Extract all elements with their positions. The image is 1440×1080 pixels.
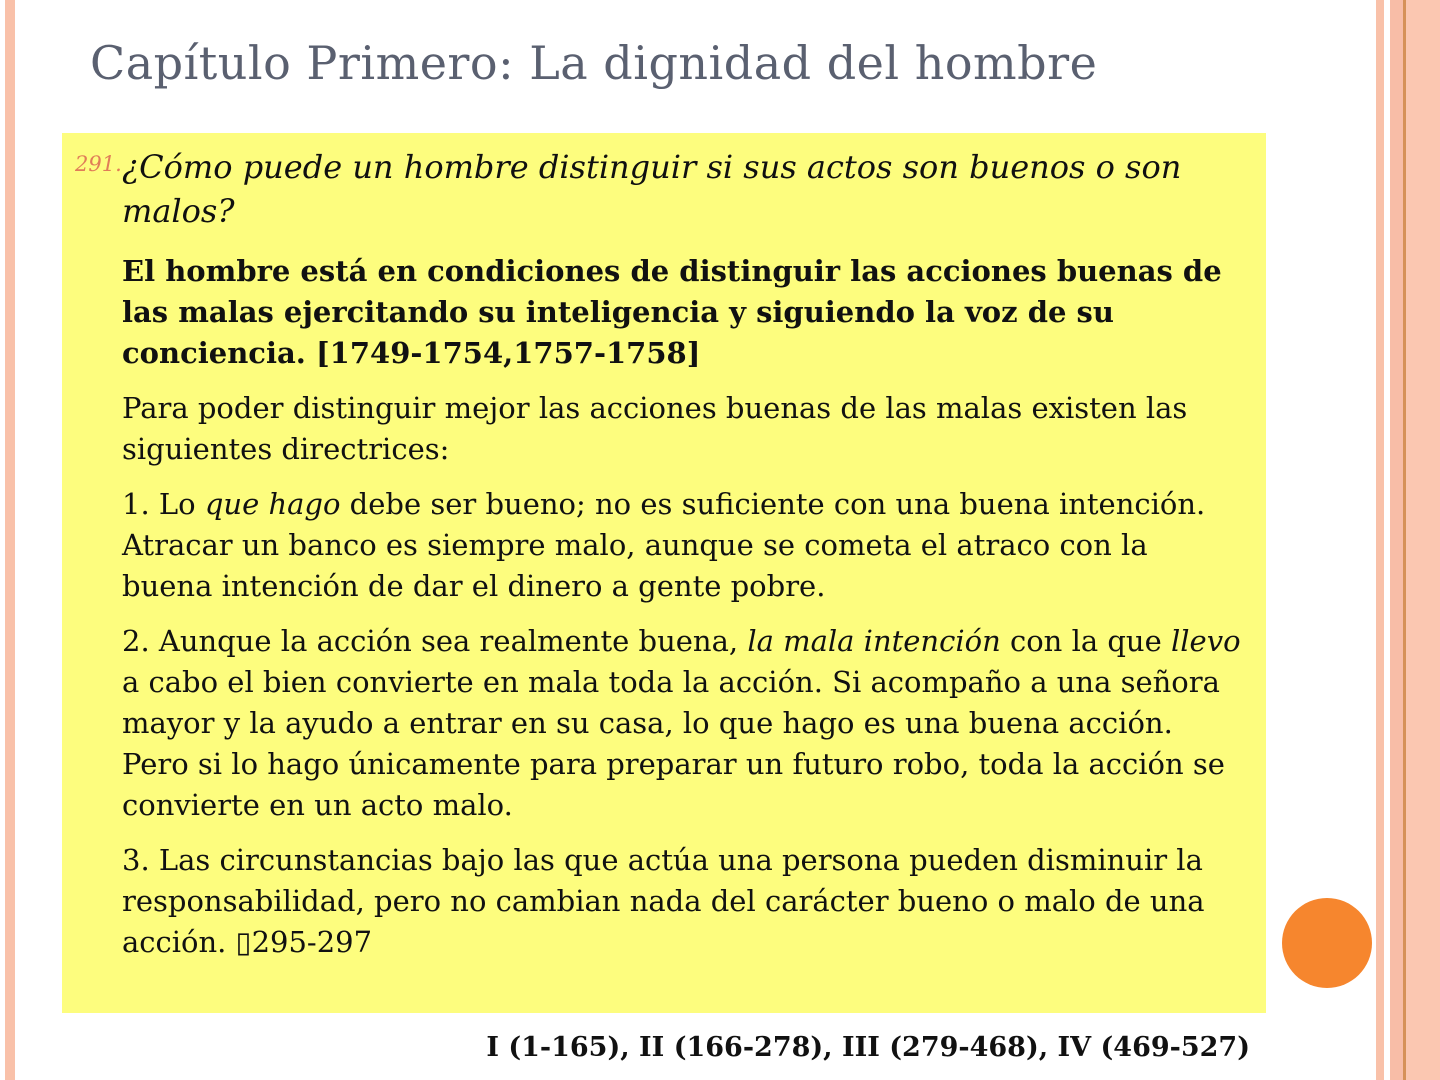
paragraph-3 [122,484,1246,607]
paragraph-1 [122,251,1246,374]
text-run: debe ser bueno; no es suficiente con una buena intención. Atracar un banco es siempre malo, aunque se cometa el atraco con la buena intención de dar el dinero a gente pobre. [122,487,1206,603]
text-run: a cabo el bien convierte en mala toda la acción. Si acompaño a una señora mayor y la ayudo a entrar en su casa, lo que hago es una buena acción. Pero si lo hago únicamente para preparar un futuro robo, toda la acción se convierte en un acto malo. [122,665,1225,822]
right-border-stripe [1376,0,1384,1080]
left-border-stripe [5,0,15,1080]
text-run: llevo [1171,624,1241,658]
slide-title: Capítulo Primero: La dignidad del hombre [90,36,1098,90]
answer-paragraphs [122,251,1246,963]
text-run: que hago [204,487,341,521]
content-panel [62,133,1266,1013]
text-run: El hombre está en condiciones de distinguir las acciones buenas de las malas ejercitando su inteligencia y siguiendo la voz de su conciencia. [1749-1754,1757-1758] [122,254,1222,370]
footer-reference: I (1-165), II (166-278), III (279-468), IV (469-527) [486,1032,1250,1063]
paragraph-4 [122,621,1246,826]
text-run: la mala intención [747,624,1001,658]
right-border-band [1390,0,1440,1080]
text-run: 3. Las circunstancias bajo las que actúa una persona pueden disminuir la responsabilidad, pero no cambian nada del carácter bueno o malo de una acción. ▯295-297 [122,843,1205,959]
page-number-bubble [1282,898,1372,988]
question-number: 291. [75,152,122,176]
text-run: 1. Lo [122,487,205,521]
question-row [75,145,1246,233]
question-text: ¿Cómo puede un hombre distinguir si sus actos son buenos o son malos? [122,148,1182,230]
text-run: Para poder distinguir mejor las acciones buenas de las malas existen las siguientes directrices: [122,391,1188,466]
paragraph-2 [122,388,1246,470]
text-run: con la que [1000,624,1171,658]
text-run: 2. Aunque la acción sea realmente buena, [122,624,748,658]
paragraph-5 [122,840,1246,963]
